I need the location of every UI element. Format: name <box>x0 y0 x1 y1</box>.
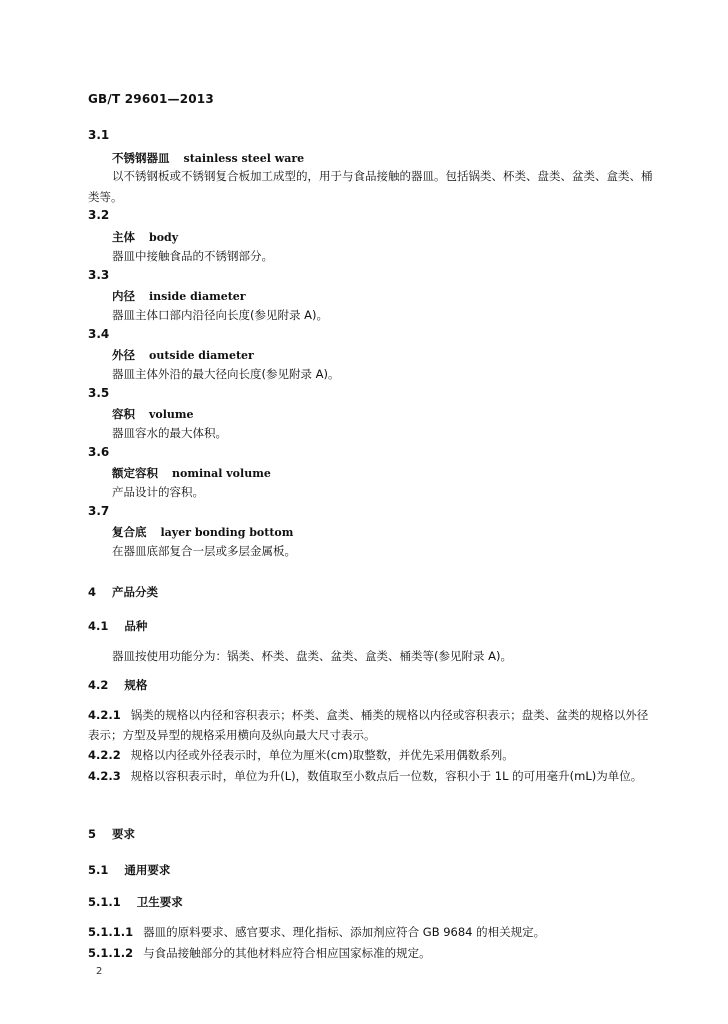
term-en: inside diameter <box>149 290 246 303</box>
term-en: stainless steel ware <box>183 152 305 165</box>
def-term <box>112 465 271 481</box>
section-title: 品种 <box>124 619 148 633</box>
term-zh: 复合底 <box>112 525 147 539</box>
term-en: body <box>149 231 179 244</box>
def-text: 器皿容水的最大体积。 <box>112 426 227 440</box>
term-zh: 内径 <box>112 289 135 303</box>
def-text: 器皿主体口部内沿径向长度(参见附录 A)。 <box>112 308 328 322</box>
section-number: 4.2 <box>88 678 109 692</box>
clause-text: 锅类的规格以内径和容积表示；杯类、盒类、桶类的规格以内径或容积表示；盘类、盆类的规格以外径表示；方型及异型的规格采用横向及纵向最大尺寸表示。 <box>88 708 649 742</box>
term-zh: 主体 <box>112 230 135 244</box>
clause-number: 4.2.1 <box>88 708 121 722</box>
section-4-heading <box>88 584 158 600</box>
term-en: outside diameter <box>149 349 254 362</box>
def-term <box>112 406 194 422</box>
section-number: 4 <box>88 585 97 599</box>
section-number: 4.1 <box>88 619 109 633</box>
section-title: 产品分类 <box>112 585 159 599</box>
clause-text: 与食品接触部分的其他材料应符合相应国家标准的规定。 <box>143 946 431 960</box>
section-5-heading <box>88 826 135 842</box>
standard-code: GB/T 29601—2013 <box>88 92 214 106</box>
def-number: 3.4 <box>88 327 110 341</box>
term-zh: 外径 <box>112 348 135 362</box>
section-4-1-text: 器皿按使用功能分为：锅类、杯类、盘类、盆类、盒类、桶类等(参见附录 A)。 <box>112 649 512 663</box>
def-text: 在器皿底部复合一层或多层金属板。 <box>112 544 296 558</box>
def-term <box>112 347 254 363</box>
def-number: 3.7 <box>88 504 110 518</box>
def-text: 器皿主体外沿的最大径向长度(参见附录 A)。 <box>112 367 340 381</box>
clause-number: 5.1.1.2 <box>88 946 134 960</box>
term-en: nominal volume <box>172 467 271 480</box>
section-title: 要求 <box>112 827 136 841</box>
section-4-2-1 <box>88 705 656 745</box>
section-5-1-heading <box>88 862 170 878</box>
def-term <box>112 150 304 166</box>
clause-number: 4.2.2 <box>88 748 121 762</box>
term-en: volume <box>149 408 194 421</box>
def-text: 以不锈钢板或不锈钢复合板加工成型的，用于与食品接触的器皿。包括锅类、杯类、盘类、盆类、盒类、桶类等。 <box>88 169 653 204</box>
def-term <box>112 524 293 540</box>
section-4-2-2 <box>88 745 656 765</box>
section-5-1-1-heading <box>88 894 183 910</box>
term-en: layer bonding bottom <box>160 526 294 539</box>
def-number: 3.6 <box>88 445 110 459</box>
def-number: 3.1 <box>88 128 110 142</box>
def-text: 器皿中接触食品的不锈钢部分。 <box>112 249 273 263</box>
clause-text: 规格以容积表示时，单位为升(L)，数值取至小数点后一位数，容积小于 1L 的可用毫升(mL)为单位。 <box>130 769 643 783</box>
term-zh: 容积 <box>112 407 135 421</box>
section-4-2-heading <box>88 677 147 693</box>
def-term <box>112 229 178 245</box>
section-5-1-1-2 <box>88 943 656 963</box>
section-title: 通用要求 <box>124 863 171 877</box>
clause-text: 器皿的原料要求、感官要求、理化指标、添加剂应符合 GB 9684 的相关规定。 <box>143 925 546 939</box>
def-number: 3.5 <box>88 386 110 400</box>
def-number: 3.3 <box>88 268 110 282</box>
clause-number: 5.1.1.1 <box>88 925 134 939</box>
page-number: 2 <box>96 966 103 977</box>
section-number: 5.1.1 <box>88 895 121 909</box>
section-title: 卫生要求 <box>136 895 183 909</box>
clause-text: 规格以内径或外径表示时，单位为厘米(cm)取整数，并优先采用偶数系列。 <box>130 748 514 762</box>
section-title: 规格 <box>124 678 148 692</box>
section-number: 5.1 <box>88 863 109 877</box>
section-4-1-heading <box>88 618 147 634</box>
section-number: 5 <box>88 827 97 841</box>
term-zh: 额定容积 <box>112 466 158 480</box>
def-term <box>112 288 246 304</box>
def-number: 3.2 <box>88 208 110 222</box>
term-zh: 不锈钢器皿 <box>112 151 170 165</box>
section-5-1-1-1 <box>88 922 656 942</box>
section-4-2-3 <box>88 766 656 786</box>
def-text: 产品设计的容积。 <box>112 485 204 499</box>
clause-number: 4.2.3 <box>88 769 121 783</box>
